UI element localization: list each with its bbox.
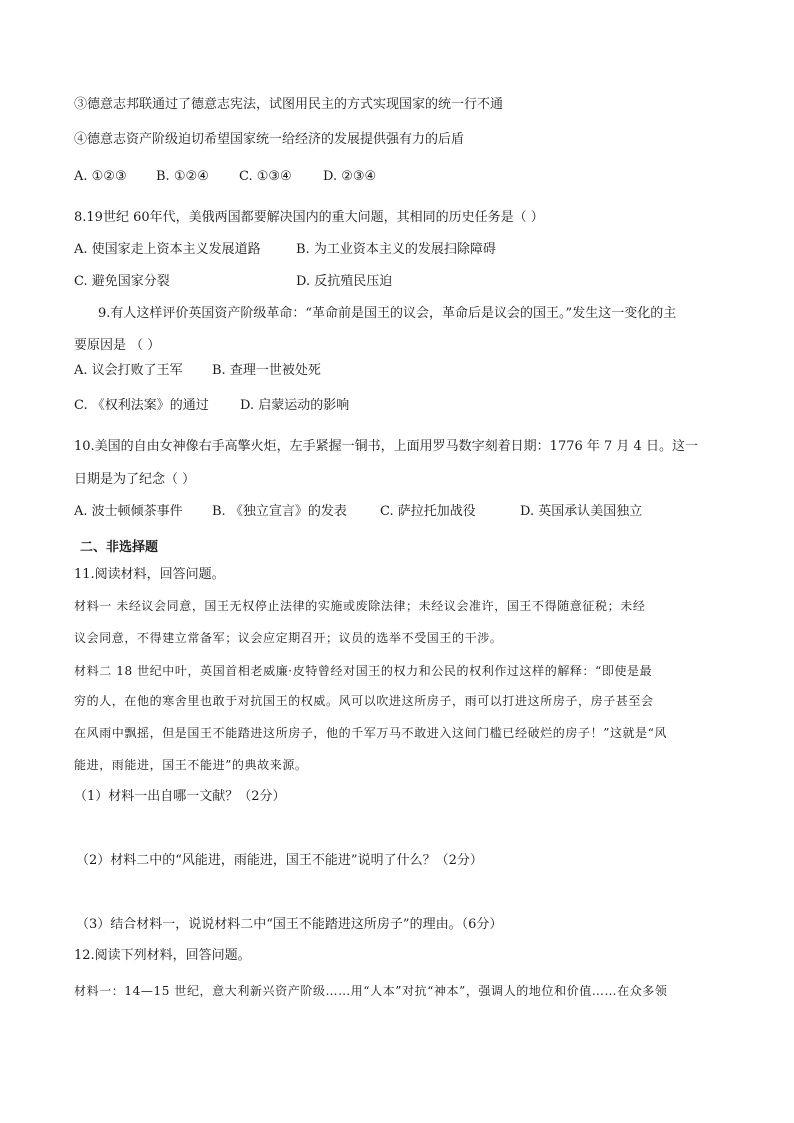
q10-option-a: A. 波士顿倾茶事件 bbox=[74, 504, 183, 519]
q8-option-b: B. 为工业资本主义的发展扫除障碍 bbox=[296, 242, 496, 257]
q7-item-3: ③德意志邦联通过了德意志宪法，试图用民主的方式实现国家的统一行不通 bbox=[74, 97, 504, 112]
q9-stem-line-2: 要原因是 （ ） bbox=[74, 338, 161, 353]
q11-material-1-line-1: 材料一 未经议会同意，国王无权停止法律的实施或废除法律；未经议会准许，国王不得随意征税；未经 bbox=[74, 599, 646, 613]
q8-stem: 8.19世纪 60年代，美俄两国都要解决国内的重大问题，其相同的历史任务是（ ） bbox=[74, 210, 544, 225]
q9-option-a: A. 议会打败了王军 bbox=[74, 363, 183, 378]
q11-material-2-line-3: 在风雨中飘摇，但是国王不能踏进这所房子，他的千军万马不敢进入这间门槛已经破烂的房子！”这就是“风 bbox=[74, 726, 668, 740]
q11-material-2-line-4: 能进，雨能进，国王不能进”的典故来源。 bbox=[74, 758, 308, 772]
q7-item-4: ④德意志资产阶级迫切希望国家统一给经济的发展提供强有力的后盾 bbox=[74, 132, 465, 147]
q7-option-c: C. ①③④ bbox=[239, 169, 292, 184]
q12-stem: 12.阅读下列材料，回答问题。 bbox=[74, 948, 251, 963]
q9-option-d: D. 启蒙运动的影响 bbox=[240, 398, 350, 413]
q9-option-c: C. 《权利法案》的通过 bbox=[74, 398, 209, 413]
section-heading-non-choice: 二、非选择题 bbox=[80, 540, 159, 555]
q11-material-1-line-2: 议会同意，不得建立常备军；议会应定期召开；议员的选举不受国王的干涉。 bbox=[74, 631, 503, 645]
q7-option-a: A. ①②③ bbox=[74, 169, 127, 184]
q10-stem-line-2: 日期是为了纪念（ ） bbox=[74, 472, 196, 487]
q11-sub-question-3: （3）结合材料一，说说材料二中“国王不能踏进这所房子”的理由。（6分） bbox=[76, 917, 503, 932]
q7-option-b: B. ①②④ bbox=[156, 169, 209, 184]
q7-option-d: D. ②③④ bbox=[323, 169, 377, 184]
q8-option-a: A. 使国家走上资本主义发展道路 bbox=[74, 242, 261, 257]
q11-sub-question-1: （1）材料一出自哪一文献？（2分） bbox=[74, 789, 286, 804]
q11-material-2-line-2: 穷的人，在他的寒舍里也敢于对抗国王的权威。风可以吹进这所房子，雨可以打进这所房子，房子甚至会 bbox=[74, 694, 654, 708]
q8-option-d: D. 反抗殖民压迫 bbox=[296, 274, 393, 289]
q11-stem: 11.阅读材料，回答问题。 bbox=[74, 567, 225, 582]
q10-option-b: B. 《独立宣言》的发表 bbox=[212, 504, 347, 519]
q9-option-b: B. 查理一世被处死 bbox=[212, 363, 321, 378]
q12-material-1-line-1: 材料一：14—15 世纪，意大利新兴资产阶级……用“人本”对抗“神本”，强调人的地位和价值……在众多领 bbox=[74, 984, 668, 998]
q9-stem-line-1: 9.有人这样评价英国资产阶级革命：“革命前是国王的议会，革命后是议会的国王。”发生这一变化的主 bbox=[98, 306, 677, 321]
q11-sub-question-2: （2）材料二中的“风能进，雨能进，国王不能进”说明了什么？（2分） bbox=[76, 853, 483, 868]
q10-stem-line-1: 10.美国的自由女神像右手高擎火炬，左手紧握一铜书，上面用罗马数字刻着日期：1776 年 7 月 4 日。这一 bbox=[74, 439, 698, 454]
q8-option-c: C. 避免国家分裂 bbox=[74, 274, 170, 289]
q10-option-d: D. 英国承认美国独立 bbox=[520, 504, 643, 519]
q10-option-c: C. 萨拉托加战役 bbox=[380, 504, 476, 519]
q11-material-2-line-1: 材料二 18 世纪中叶，英国首相老威廉·皮特曾经对国王的权力和公民的权利作过这样的解释：“即使是最 bbox=[74, 664, 653, 678]
